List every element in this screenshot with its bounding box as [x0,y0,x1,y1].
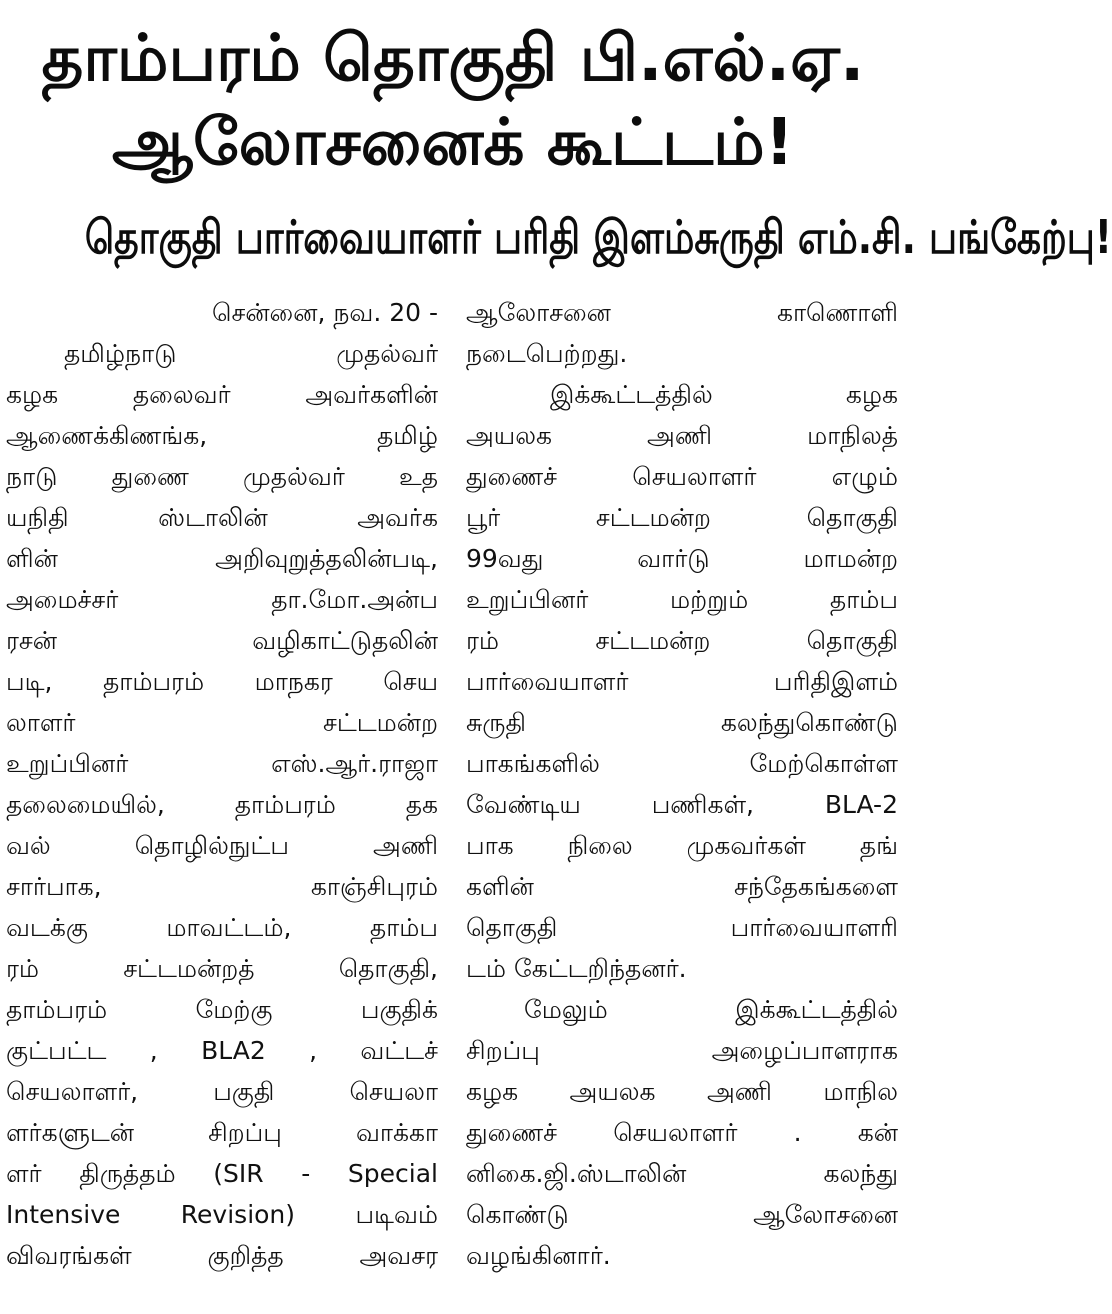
dateline: சென்னை, நவ. 20 - [212,298,438,327]
body-line: ஆலோசனை காணொளி [466,298,898,327]
body-line: சார்பாக, காஞ்சிபுரம் [6,872,438,901]
headline-line-2: ஆலோசனைக் கூட்டம்! [112,106,794,180]
subheadline: தொகுதி பார்வையாளர் பரிதி இளம்சுருதி எம்.சி. பங்கேற்பு! [84,210,1112,264]
body-line: படி, தாம்பரம் மாநகர செய [6,667,438,696]
body-line: பாகங்களில் மேற்கொள்ள [466,749,898,778]
body-line: லாளர் சட்டமன்ற [6,708,438,737]
body-line: ஆணைக்கிணங்க, தமிழ் [6,421,438,450]
body-line: பூர் சட்டமன்ற தொகுதி [466,503,898,532]
body-line: தலைமையில், தாம்பரம் தக [6,790,438,819]
body-line: னிகை.ஜி.ஸ்டாலின் கலந்து [466,1159,898,1188]
body-line: வழங்கினார். [466,1241,611,1270]
body-line: அயலக அணி மாநிலத் [466,421,898,450]
body-line: நடைபெற்றது. [466,339,628,368]
body-line: Intensive Revision) படிவம் [6,1200,438,1229]
body-line: களின் சந்தேகங்களை [466,872,898,901]
body-line: வல் தொழில்நுட்ப அணி [6,831,438,860]
body-line: தொகுதி பார்வையாளரி [466,913,898,942]
body-line: செயலாளர், பகுதி செயலா [6,1077,438,1106]
body-line: ரம் சட்டமன்ற தொகுதி [466,626,898,655]
body-line: வடக்கு மாவட்டம், தாம்ப [6,913,438,942]
body-line: கழக அயலக அணி மாநில [466,1077,898,1106]
body-line: தமிழ்நாடு முதல்வர் [64,339,438,368]
body-line: சிறப்பு அழைப்பாளராக [466,1036,898,1065]
body-line: மேலும் இக்கூட்டத்தில் [524,995,898,1024]
body-line: அமைச்சர் தா.மோ.அன்ப [6,585,438,614]
body-line: வேண்டிய பணிகள், BLA-2 [466,790,898,819]
body-line: தாம்பரம் மேற்கு பகுதிக் [6,995,438,1024]
body-line: உறுப்பினர் மற்றும் தாம்ப [466,585,898,614]
body-line: 99வது வார்டு மாமன்ற [466,544,898,573]
body-line: இக்கூட்டத்தில் கழக [550,380,898,409]
body-line: பார்வையாளர் பரிதிஇளம் [466,667,898,696]
body-line: கொண்டு ஆலோசனை [466,1200,898,1229]
body-line: யநிதி ஸ்டாலின் அவர்க [6,503,438,532]
body-line: ரசன் வழிகாட்டுதலின் [6,626,438,655]
body-line: டம் கேட்டறிந்தனர். [466,954,687,983]
article-column-right [466,292,898,1276]
body-line: ளர்களுடன் சிறப்பு வாக்கா [6,1118,438,1147]
body-line: நாடு துணை முதல்வர் உத [6,462,438,491]
body-line: சுருதி கலந்துகொண்டு [466,708,898,737]
body-line: துணைச் செயலாளர் எழும் [466,462,898,491]
body-line: உறுப்பினர் எஸ்.ஆர்.ராஜா [6,749,438,778]
article-column-left [6,292,438,1276]
body-line: விவரங்கள் குறித்த அவசர [6,1241,438,1270]
body-line: கழக தலைவர் அவர்களின் [6,380,438,409]
body-line: பாக நிலை முகவர்கள் தங் [466,831,898,860]
body-line: ரம் சட்டமன்றத் தொகுதி, [6,954,438,983]
body-line: துணைச் செயலாளர் . கன் [466,1118,898,1147]
headline-line-1: தாம்பரம் தொகுதி பி.எல்.ஏ. [41,22,865,96]
body-line: ளின் அறிவுறுத்தலின்படி, [6,544,438,573]
body-line: குட்பட்ட , BLA2 , வட்டச் [6,1036,438,1065]
body-line: ளர் திருத்தம் (SIR - Special [6,1159,438,1188]
